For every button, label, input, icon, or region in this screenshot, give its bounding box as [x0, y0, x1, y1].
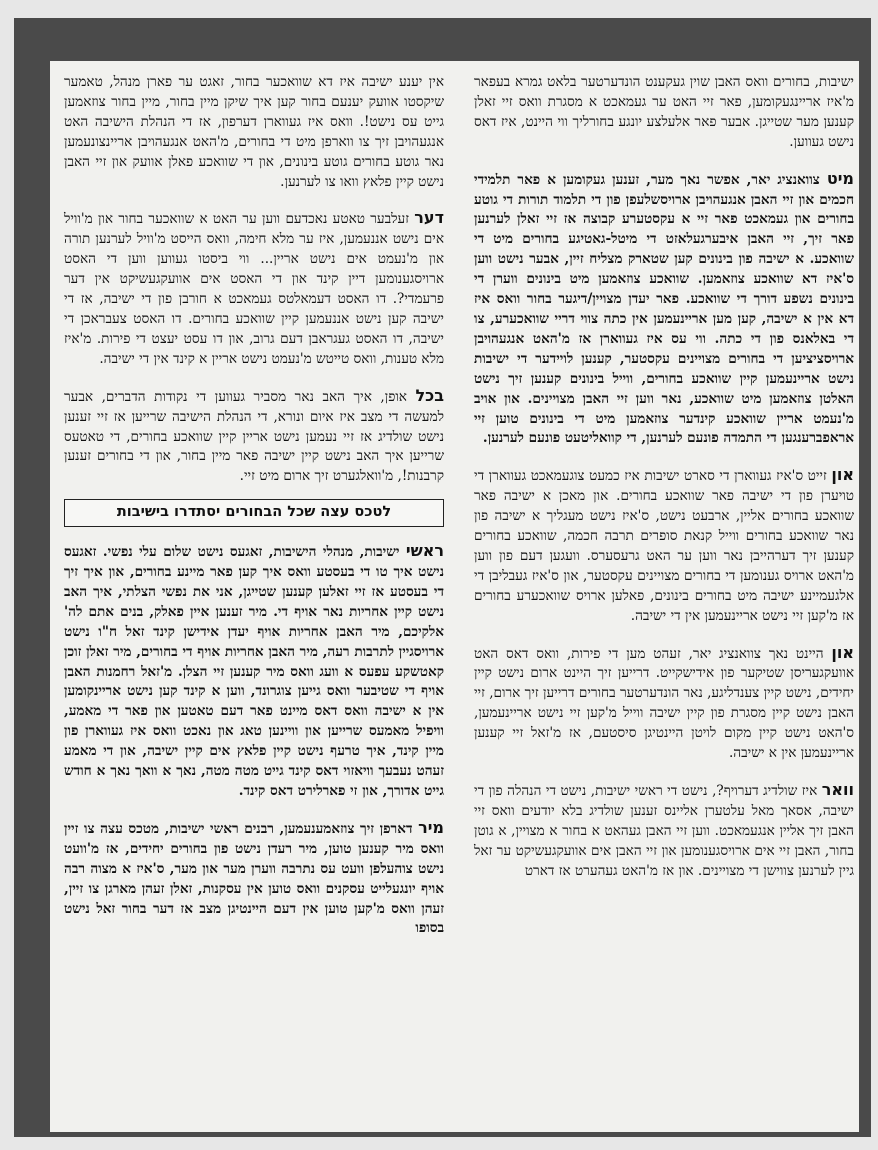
paragraph	[64, 818, 444, 939]
lead-word: בכל	[415, 385, 444, 405]
lead-word: מיט	[826, 168, 854, 188]
paragraph	[474, 71, 854, 153]
paragraph-text: זייט ס'איז געווארן די סארט ישיבות איז כמעט צוגעמאכט געווארן די טויערן פון די ישיבה פאר שוואכע בחורים. און מאכן א ישיבה פאר שוואכע בחורים אליין, ארבעט נישט, ס'איז נישט מעגליך א ישיבה פון נאר שוואכע בחורים ווייל קנאת סופרים תרבה חכמה, שוואכע בחורים קענען זיך דערהייבן נאר ווען ער האט גרעסערס. וועגען דעם פון ווען מ'האט ארויס גענומען די בחורים מצויינים עקסטער, און ס'איז געבליבן די אלגעמיינע ישיבה מיט בחורים בינונים, פאלען ארויס שוואכערע בחורים אז מ'קען זיי נישט אריינעמען אין די ישיבה.	[474, 468, 854, 624]
paragraph	[64, 386, 444, 488]
paragraph-text: צוואנציג יאר, אפשר נאך מער, זענען געקומען א פאר תלמידי חכמים און זיי האבן אנגעהויבן ארויסשלעפן פון די תלמוד תורות די גוטע בחורים און געמאכט פאר זיי א עקסטערע קבוצה אז זיי זאלן לערנען פאר זיך, זיי האבן איבערגעלאזט די מיטל-גאטיגע בחורים מיט די שוואכע. א ישיבה פון בינונים קען שטארק מצליח זיין, אבער נישט ווען ס'איז דא שוואכע צוזאמען. שוואכע צוזאמען מיט בינונים ווערן די בינונים נשפע דורך די שוואכע. פאר יעדן מצויין/דיגער בחור וואס איז דא אין א ישיבה, קען מען אריינעמען אין כתה צווי דריי שוואכערע, צו די באלאנס פון די כתה. ווי עס איז געווארן אז מ'האט אנגעהויבן ארויסציציען די בחורים מצויינים עקסטער, קענען לויידער די ישיבות נישט אריינעמען קיין שוואכע בחורים, ווייל בינונים קענען זיך נישט האלטן צוזאמען מיט שוואכע, נאר ווען זיי האבן מצויינים. און אויב מ'נעמט אריין שוואכע קינדער צוזאמען מיט די בינונים טוען זיי אראפברענגען די התמדה פונעם לערנען, די קוואליטעט פונעם לערנען.	[474, 171, 854, 447]
page-frame	[14, 18, 871, 1137]
newspaper-page	[50, 61, 859, 1132]
paragraph-text: אופן, איך האב נאר מסביר געווען די נקודות הדברים, אבער למעשה די מצב איז איום ונורא, די הנהלת הישיבה שרייען אז זיי זענען נישט שולדיג אז זיי נעמען נישט אריין קיין שוואכע בחורים, די טאטעס שרייען איך האב נישט קיין ישיבה פאר מיין בחור, און די בחורים זענען קרבנות!, מ'וואלגערט זיך ארום מיט זיי.	[64, 388, 444, 485]
paragraph-text: ישיבות, בחורים וואס האבן שוין געקענט הונדערטער בלאט גמרא בעפאר מ'איז אריינגעקומען, פאר זיי האט ער געמאכט א מסגרת וואס זיי זאלן קענען מער שטייגן. אבער פאר אלעלצע יונגע בחורליך ווי היינט, איז דאס נישט געווען.	[474, 74, 854, 150]
lead-word: און	[831, 642, 854, 662]
lead-word: ראשי	[405, 541, 444, 561]
lead-word: דער	[414, 208, 444, 228]
lead-word: וואר	[821, 780, 854, 799]
paragraph	[474, 169, 854, 450]
paragraph-text: אין יענע ישיבה איז דא שוואכער בחור, זאגט ער פארן מנהל, טאמער שיקסטו אוועק יענעם בחור קען איך שיקן מיין בחור, מיין בחור צוזאמען גייט עס נישט!. וואס איז געווארן דערפון, אז די הנהלת הישיבה האט אנגעהויבן זיך צו ווארפן מיט די בחורים, מ'האט אנגעהויבן אריינצונעמען נאר גוטע בחורים גוטע בינונים, און די שוואכע פאלן אוועק און זיי האבן נישט קיין פלאץ וואו צו לערנען.	[64, 74, 444, 190]
paragraph	[474, 780, 854, 882]
paragraph-text: ישיבות, מנהלי הישיבות, זאגעס נישט שלום עלי נפשי. זאגעס נישט איך טו די בעסטע וואס איך קען פאר מיינע בחורים, און איך זיך די בעסטע אז זיי זאלען קענען שטייגן, אני את נפשי הצלתי, איך האב נישט קיין אחריות נאר אויף די. מיר זענען איין פאלק, בנים אתם לה' אלקיכם, מיר האבן אחריות אויף יעדן אידישן קינד זאל ח"ו נישט ארויסגיין לתרבות רעה, מיר האבן אחריות אויף די בחורים, מיר זאלן זוכן קאטשקע עפעס א וועג וואס מיר קענען זיי הצלן. מ'זאל רחמנות האבן אויף די שטיבער וואס גייען צוגרונד, ווען א קינד קען נישט אריינקומען אין א ישיבה וואס דאס מיינט פאר דעם טאטען און פאר די מאמע, וויפיל מאמעס שרייען און וויינען טאג און נאכט וואס איז געווארן פון מיין קינד, איך טרעף נישט קיין פלאץ אים קיין ישיבה, און די מאמע זעהט נעבעך וויאזוי דאס קינד גייט מטה מטה, נאך א וואך נאך א חודש גייט אדורך, און זי פארלירט דאס קינד.	[63, 544, 444, 799]
paragraph	[64, 541, 444, 802]
paragraph	[64, 208, 444, 369]
paragraph-text: דארפן זיך צוזאמענעמען, רבנים ראשי ישיבות, מטכס עצה צו זיין וואס מיר קענען טוען, מיר רעדן נישט פון בחורים יחידים, אז מ'וועט נישט צוהעלפן וועט עס נתרבה ווערן מער און מער, ס'איז א מצוה רבה אויף יונגעלייט עסקנים וואס טוען אין עסקנות, זאלן זעהן מארגן צו זיין, זעהן וואס מ'קען טוען אין דעם היינטיגן מצב אז דער בחור זאל נישט בסופו	[64, 820, 444, 937]
paragraph	[474, 643, 854, 764]
paragraph	[474, 465, 854, 626]
right-column	[474, 71, 854, 898]
paragraph	[64, 71, 444, 192]
paragraph-text: היינט נאך צוואנציג יאר, זעהט מען די פירות, וואס דאס האט אוועקגעריסן שטיקער פון אידישקייט. דרייען זיך היינט ארום נישט קיין יחידים, נישט קיין צענדליגע, נאר הונדערטער בחורים דרייען זיך ארום, זיי האבן נישט קיין מסגרת פון קיין ישיבה ווייל מ'קען זיי נישט אריינעמען, ס'האט נישט קיין מקום לויטן היינטיגן סיסטעם, אז מ'זאל זיי קענען אריינעמען אין א ישיבה.	[473, 645, 854, 762]
lead-word: מיר	[418, 817, 444, 837]
lead-word: און	[831, 465, 854, 485]
paragraph-text: איז שולדיג דערויף?, נישט די ראשי ישיבות, נישט די הנהלה פון די ישיבה, אסאך מאל עלטערן אליינס זענען שולדיג בלא יודעים וואס זיי האבן זיך אליין אנגעמאכט. ווען זיי האבן געהאט א בחור א מצויין, א גוטן בחור, האבן זיי אים ארויסגענומען און זיי האבן אים אוועקגעשיקט ער זאל גיין לערנען צווישן די מצויינים. און אז מ'האט געהערט אז דארט	[474, 783, 854, 879]
left-column	[64, 71, 444, 955]
paragraph-text: זעלבער טאטע נאכדעם ווען ער האט א שוואכער בחור און מ'וויל אים נישט אננעמען, איז ער מלא חימה, וואס הייסט מ'וויל לערנען תורה און מ'נעמט אים נישט אריין... ווי ביסטו געווען ווען די האסט ארויסגענומען דיין קינד און די האסט אים אוועקגעשיקט אין דער פרעמדי?. דו האסט דעמאלטס געמאכט א חורבן פון די ישיבה, אז די ישיבה קען נישט אננעמען קיין שוואכע בחורים. דו האסט צעבראכן די ישיבה, דו האסט געגראבן דעם גרוב, און דו עסט יעצט די פירות. מ'איז מלא טענות, וואס טייטש מ'נעמט נישט אריין א קינד אין די ישיבה.	[64, 211, 444, 367]
section-title-box: לטכס עצה שכל הבחורים יסתדרו בישיבות	[64, 499, 444, 527]
